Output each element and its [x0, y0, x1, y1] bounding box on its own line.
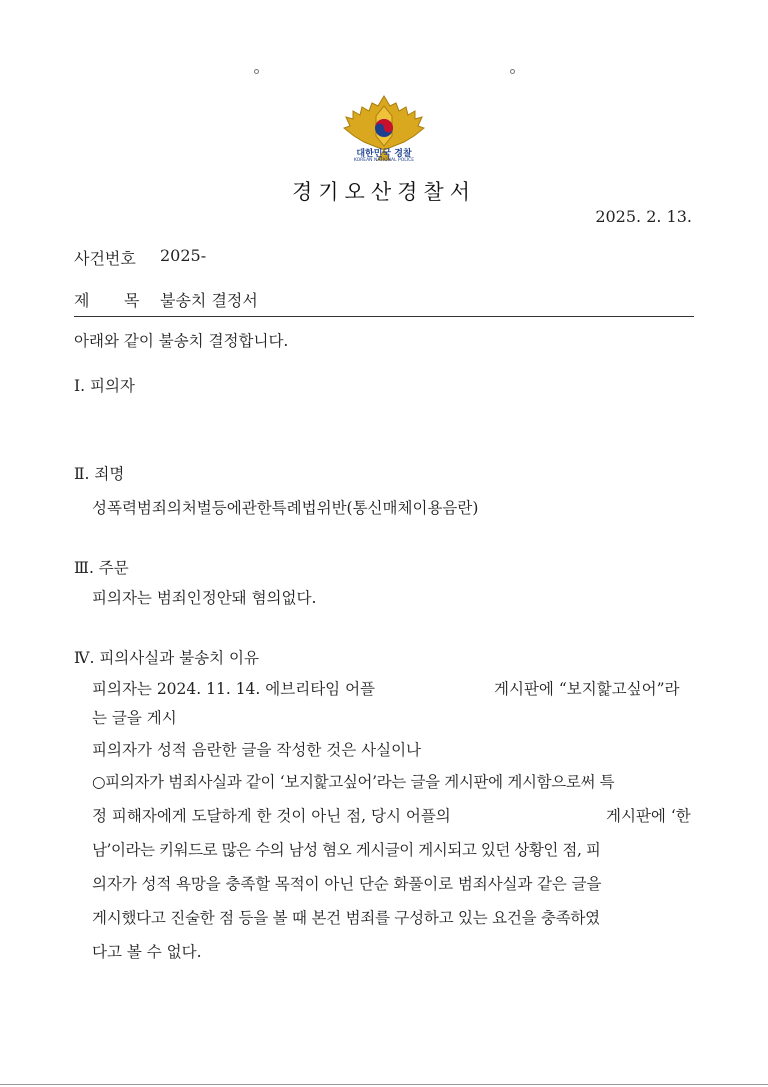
section-4-heading: Ⅳ. 피의사실과 불송치 이유 — [74, 649, 259, 667]
section-3-body: 피의자는 범죄인정안돼 혐의없다. — [92, 589, 317, 607]
subject-value: 불송치 결정서 — [160, 291, 258, 310]
section-4-paragraph-line2-part2: 게시판에 ‘한 — [606, 807, 691, 825]
section-4-line1-part1: 피의자는 2024. 11. 14. 에브리타임 어플 — [92, 680, 376, 698]
section-4-paragraph-line1: ○피의자가 범죄사실과 같이 ‘보지핥고싶어’라는 글을 게시판에 게시함으로써 특 — [92, 773, 615, 791]
section-4-line2: 는 글을 게시 — [92, 709, 177, 727]
section-2-body: 성폭력범죄의처벌등에관한특례법위반(통신매체이용음란) — [92, 499, 479, 517]
subject-label-part2: 목 — [124, 291, 140, 310]
section-3-heading: Ⅲ. 주문 — [74, 559, 129, 577]
subject-label-part1: 제 — [74, 291, 90, 310]
page-bottom-edge — [0, 1084, 768, 1085]
punch-hole-mark-right — [510, 69, 515, 74]
intro-text: 아래와 같이 불송치 결정합니다. — [74, 332, 289, 350]
section-4-paragraph-line2-part1: 정 피해자에게 도달하게 한 것이 아닌 점, 당시 어플의 — [92, 807, 451, 825]
emblem-korean-text: 대한민국 경찰 — [356, 149, 412, 159]
section-4-paragraph-line5: 게시했다고 진술한 점 등을 볼 때 본건 범죄를 구성하고 있는 요건을 충족하였 — [92, 909, 600, 927]
section-1-heading: Ⅰ. 피의자 — [74, 377, 135, 395]
section-4-paragraph-line3: 남’이라는 키워드로 많은 수의 남성 혐오 게시글이 게시되고 있던 상황인 점, 피 — [92, 841, 601, 859]
section-4-paragraph-line4: 의자가 성적 욕망을 충족할 목적이 아닌 단순 화풀이로 범죄사실과 같은 글을 — [92, 875, 602, 893]
document-date: 2025. 2. 13. — [595, 207, 692, 226]
organization-name: 경기오산경찰서 — [291, 180, 476, 204]
case-number-label: 사건번호 — [74, 249, 136, 268]
case-number-value: 2025- — [160, 246, 207, 265]
section-2-heading: Ⅱ. 죄명 — [74, 465, 125, 483]
header-divider — [74, 316, 694, 317]
punch-hole-mark-left — [254, 69, 259, 74]
emblem-english-text: KOREAN NATIONAL POLICE — [353, 158, 415, 163]
section-4-paragraph-line6: 다고 볼 수 없다. — [92, 943, 202, 961]
section-4-line3: 피의자가 성적 음란한 글을 작성한 것은 사실이나 — [92, 741, 422, 759]
section-4-line1-part2: 게시판에 “보지핥고싶어”라 — [494, 680, 680, 698]
